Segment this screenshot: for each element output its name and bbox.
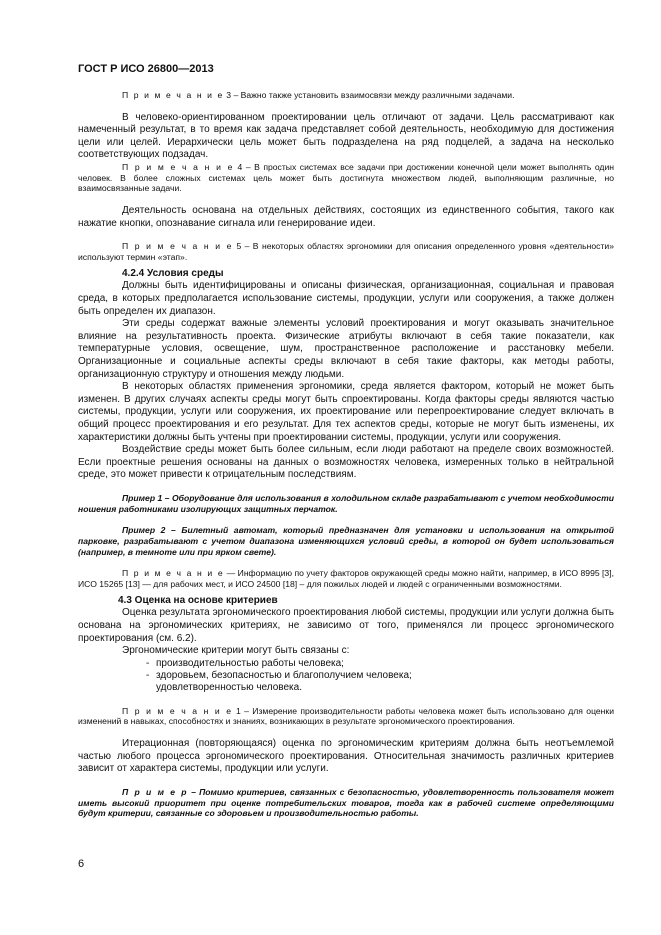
list-marker: - — [146, 670, 150, 682]
note-label: П р и м е ч а н и е — [122, 568, 225, 579]
document-header: ГОСТ Р ИСО 26800—2013 — [78, 63, 214, 75]
list-marker: - — [146, 657, 150, 669]
paragraph-43-3: Итерационная (повторяющаяся) оценка по эргономическим критериям должна быть неотъемлемой частью любого процесса эргономического проектирования. Относительная значимость различных критериев зависит от характера системы, продукции или услуги. — [78, 738, 614, 775]
paragraph-424-1: Должны быть идентифицированы и описаны физическая, организационная, социальная и правовая среда, в которых предполагается использование системы, продукции, услуги или сооружения, а также должен быть определен их диапазон. — [78, 280, 614, 317]
page-number: 6 — [78, 858, 85, 870]
list-item-text: здоровьем, безопасностью и благополучием человека; — [156, 670, 412, 682]
example-text: Билетный автомат, который предназначен для установки и использования на открытой парковке, разрабатывают с учетом диапазона изменяющихся условий среды, в которой он будет использоваться (например, в темноте или при ярком свете). — [78, 525, 615, 557]
note-label: П р и м е ч а н и е — [122, 90, 224, 100]
list-item — [146, 658, 614, 670]
note-5 — [78, 241, 614, 262]
note-text: 5 – В некоторых областях эргономики для описания определенного уровня «деятельности» используют термин «этап». — [78, 241, 614, 263]
paragraph-43-2: Эргономические критерии могут быть связаны с: — [122, 645, 350, 657]
paragraph-424-2: Эти среды содержат важные элементы условий проектирования и могут оказывать значительное влияние на результативность проекта. Физические атрибуты включают в себя такие показатели, как температурные условия, освещение, шум, пространственное расположение и расстановку мебели. Организационные и социальные аспекты среды включают в себя такие факторы, как методы работы, организационную структуру и отношения между людьми. — [78, 318, 614, 380]
note-label: П р и м е ч а н и е — [122, 241, 234, 252]
note-environment — [78, 568, 614, 589]
example-2 — [78, 525, 614, 557]
example-label: Пример 1 – — [122, 492, 170, 503]
page-content — [78, 82, 614, 819]
example-43 — [78, 787, 614, 819]
list-item — [146, 682, 614, 694]
example-label: Пример 2 – — [122, 525, 176, 536]
note-text: 1 – Измерение производительности работы человека может быть использовано для оценки изменений в навыках, способностях и знаниях, возникающих в результате эргономического проектирования. — [78, 705, 614, 727]
section-heading-4-2-4: 4.2.4 Условия среды — [122, 267, 224, 279]
note-text: 4 – В простых системах все задачи при достижении конечной цели может выполнять один человек. В более сложных системах цель может быть достигнута множеством людей, выполняющим различные, но взаимосвязанные задачи. — [78, 162, 614, 194]
note-4 — [78, 162, 614, 194]
criteria-list — [78, 658, 614, 695]
list-item-text: производительностью работы человека; — [156, 657, 344, 669]
paragraph-activity: Деятельность основана на отдельных действиях, состоящих из единственного события, такого как нажатие кнопки, опознавание сигнала или генерирование идеи. — [78, 205, 614, 229]
note-43-1 — [78, 706, 614, 727]
note-3 — [78, 90, 614, 101]
paragraph-43-1: Оценка результата эргономического проектирования любой системы, продукции или услуги должна быть основана на эргономических критериях, не зависимо от того, применялся ли процесс эргономического проектирования (см. 6.2). — [78, 607, 614, 644]
note-text: — Информацию по учету факторов окружающей среды можно найти, например, в ИСО 8995 [3], ИСО 15265 [13] — для рабочих мест, и ИСО 24500 [18] – для пожилых людей и людей с ограниченными возможностями. — [78, 568, 614, 590]
note-text: 3 – Важно также установить взаимосвязи между различными задачами. — [223, 90, 515, 100]
list-item-text: удовлетворенностью человека. — [156, 682, 302, 694]
example-label: П р и м е р — [122, 786, 189, 797]
note-label: П р и м е ч а н и е — [122, 705, 233, 716]
paragraph-424-4: Воздействие среды может быть более сильным, если люди работают на пределе своих возможностей. Если проектные решения основаны на данных о возможностях человека, измеренных только в нейтральной среде, это может привести к отрицательным последствиям. — [78, 444, 614, 481]
example-1 — [78, 493, 614, 514]
paragraph-424-3: В некоторых областях применения эргономики, среда является фактором, который не может быть изменен. В других случаях аспекты среды могут быть спроектированы. Когда факторы среды являются частью системы, продукции, услуги или сооружения, их проектирование или перепроектирование следует включать в общий процесс проектирования и его результат. Для тех аспектов среды, которые не могут быть изменены, их характеристики должны быть учтены при проектировании системы, продукции, услуги или сооружения. — [78, 381, 614, 443]
list-item — [146, 670, 614, 682]
example-text: – Помимо критериев, связанных с безопасностью, удовлетворенность пользователя может иметь высокий приоритет при оценке потребительских товаров, тогда как в рабочей системе определяющими будут критерии, связанные со здоровьем и производительностью работы. — [78, 786, 615, 819]
section-heading-4-3: 4.3 Оценка на основе критериев — [118, 594, 278, 606]
example-text: Оборудование для использования в холодильном складе разрабатывают с учетом необходимости ношения работниками изолирующих защитных перчаток. — [78, 492, 614, 514]
note-label: П р и м е ч а н и е — [122, 162, 235, 173]
paragraph-goal: В человеко-ориентированном проектировании цель отличают от задачи. Цель рассматривают как намеченный результат, в то время как задача представляет собой деятельность, необходимую для достижения цели или целей. Иерархически цель может быть подразделена на ряд подцелей, а задача на несколько соответствующих подзадач. — [78, 111, 614, 161]
